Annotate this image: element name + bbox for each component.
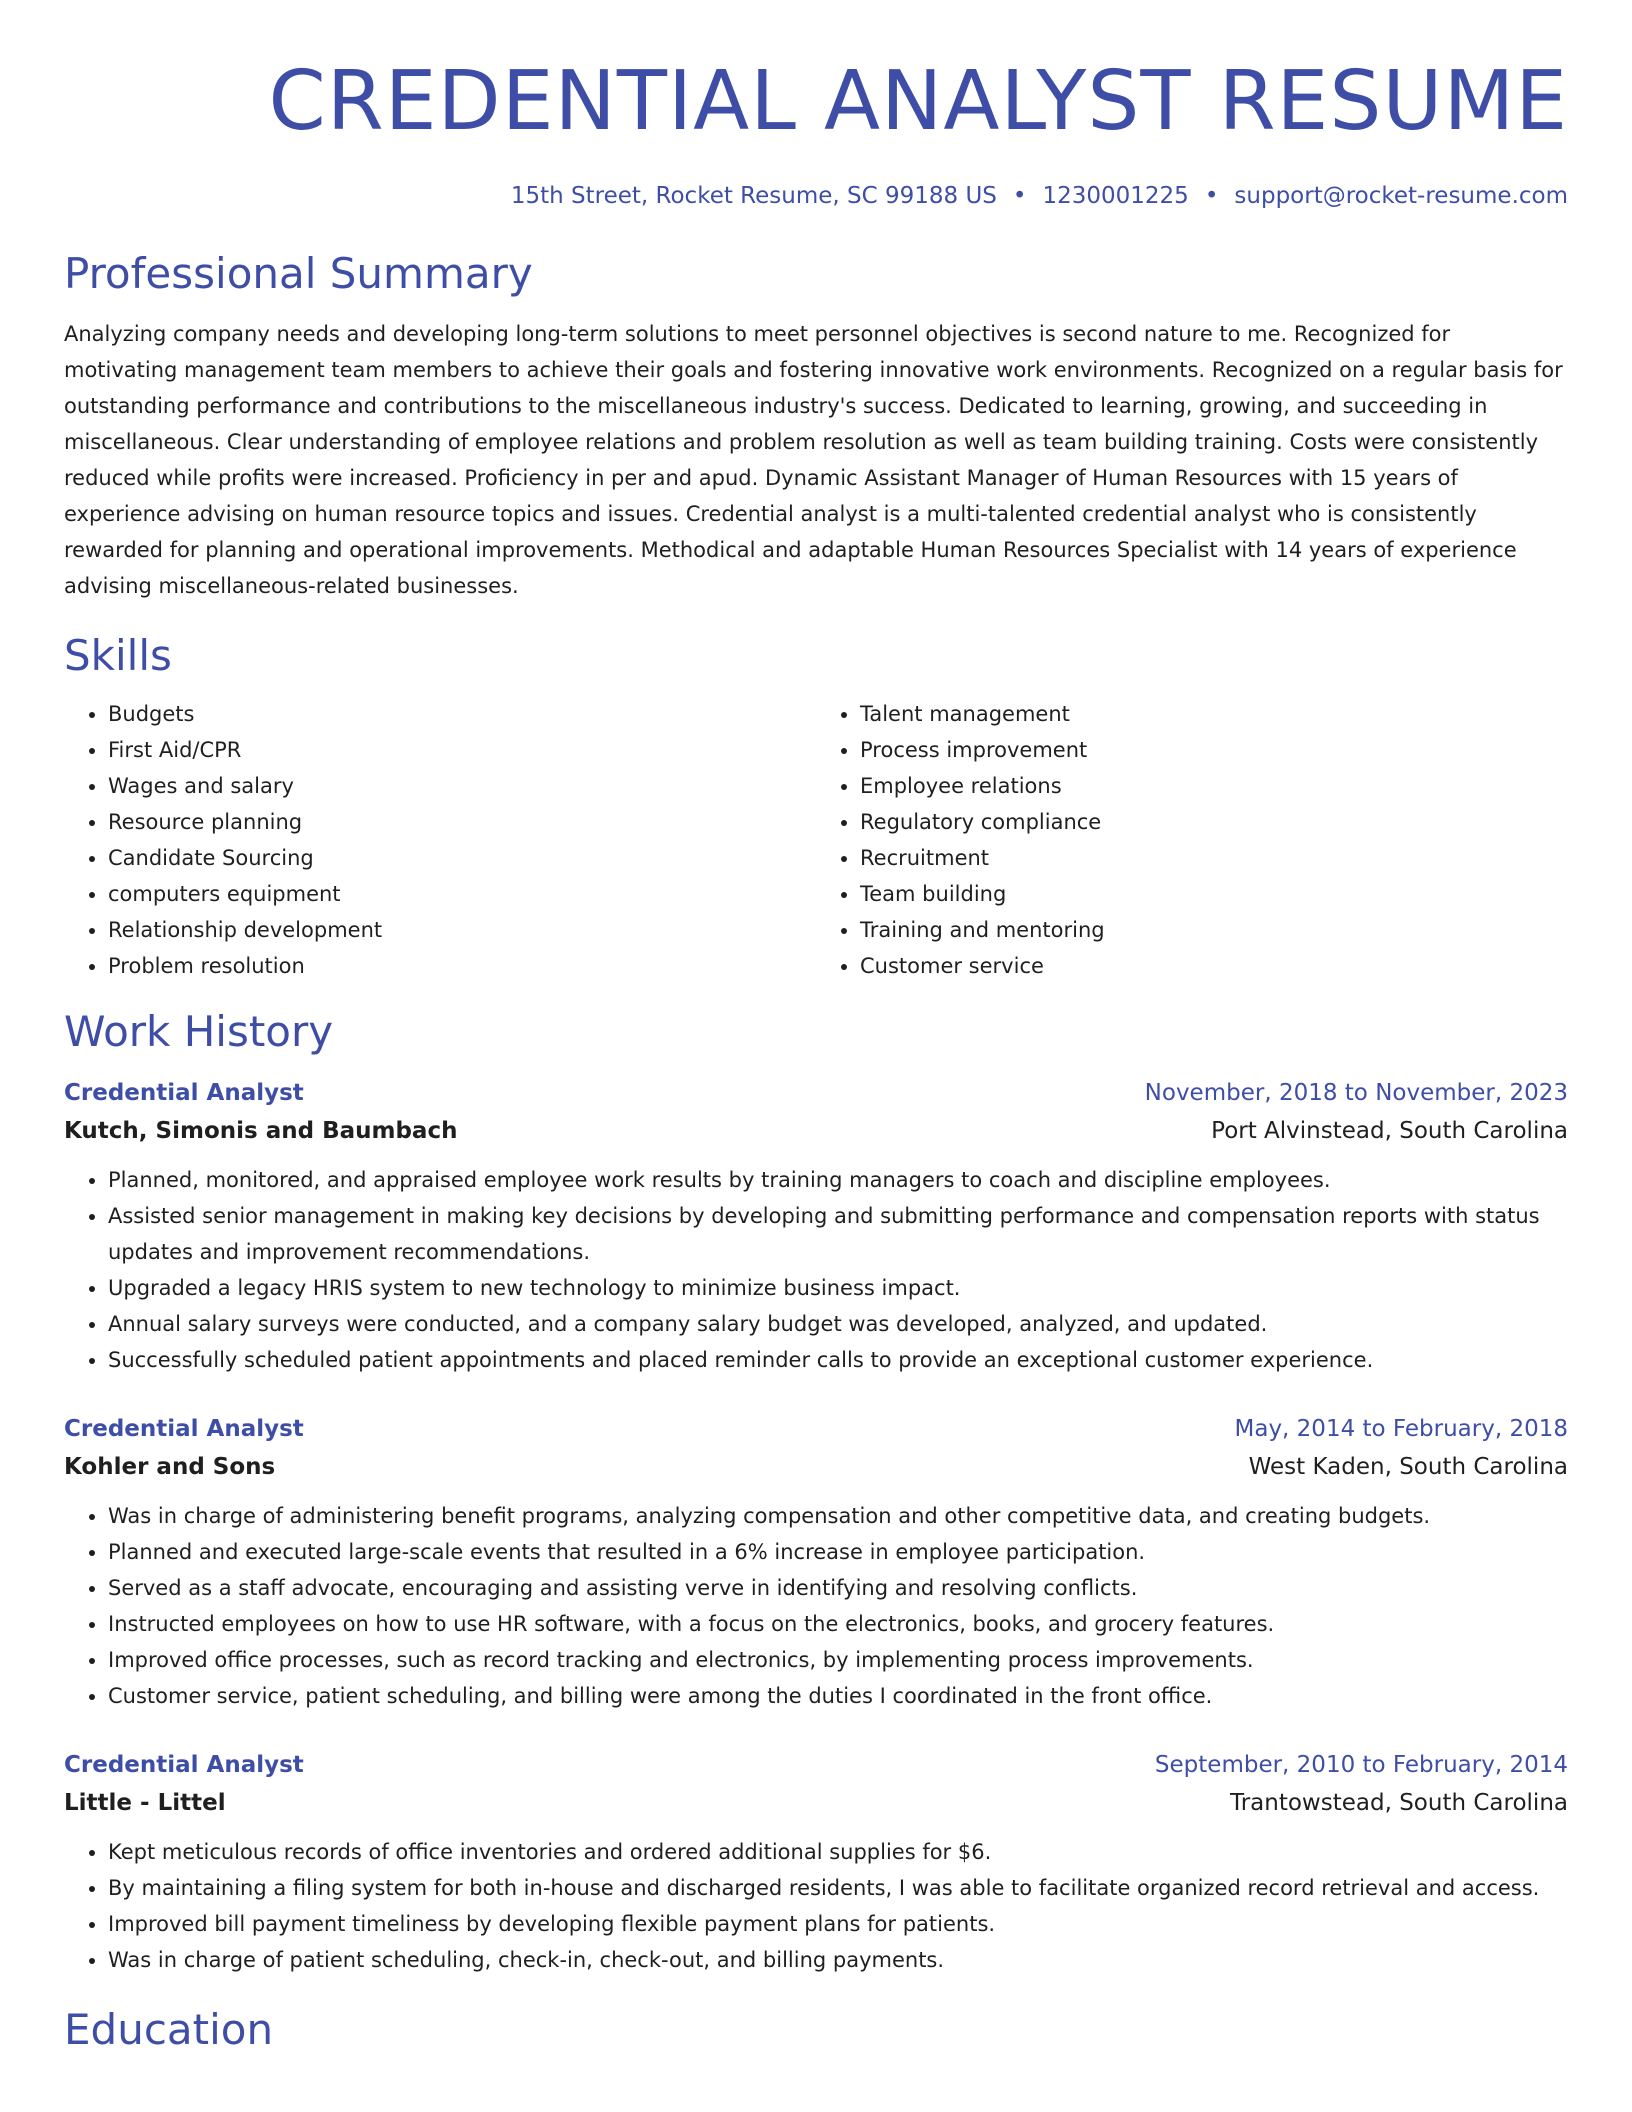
job-location: Trantowstead, South Carolina — [1230, 1790, 1568, 1816]
skill-item: • Recruitment — [860, 840, 1568, 876]
job-bullet: • Was in charge of patient scheduling, check-in, check-out, and billing payments. — [108, 1942, 1568, 1978]
summary-text: Analyzing company needs and developing long-term solutions to meet personnel objectives is second nature to me. Recognized for motivating management team members to achieve their goals and fostering innovative work environments. Recognized on a regular basis for outstanding performance and contributions to the miscellaneous industry's success. Dedicated to learning, growing, and succeeding in miscellaneous. Clear understanding of employee relations and problem resolution as well as team building training. Costs were consistently reduced while profits were increased. Proficiency in per and apud. Dynamic Assistant Manager of Human Resources with 15 years of experience advising on human resource topics and issues. Credential analyst is a multi-talented credential analyst who is consistently rewarded for planning and operational improvements. Methodical and adaptable Human Resources Specialist with 14 years of experience advising miscellaneous-related businesses. — [64, 322, 1563, 598]
job-bullet: • Improved office processes, such as record tracking and electronics, by implementing process improvements. — [108, 1642, 1568, 1678]
skill-item: • Employee relations — [860, 768, 1568, 804]
job-entry — [64, 1410, 1568, 1714]
skill-item: • Budgets — [108, 696, 816, 732]
contact-line — [64, 180, 1568, 212]
contact-phone: 1230001225 — [1042, 183, 1189, 209]
skills-heading: Skills — [64, 631, 172, 680]
skill-item: • Training and mentoring — [860, 912, 1568, 948]
job-bullet: • By maintaining a filing system for both in-house and discharged residents, I was able to facilitate organized record retrieval and access. — [108, 1870, 1568, 1906]
job-title-row — [64, 1074, 1568, 1112]
job-bullet: • Planned and executed large-scale events that resulted in a 6% increase in employee participation. — [108, 1534, 1568, 1570]
job-company-row — [64, 1448, 1568, 1486]
job-bullet: • Instructed employees on how to use HR software, with a focus on the electronics, books, and grocery features. — [108, 1606, 1568, 1642]
job-bullet: • Successfully scheduled patient appointments and placed reminder calls to provide an exceptional customer experience. — [108, 1342, 1568, 1378]
skill-item: • Process improvement — [860, 732, 1568, 768]
skill-item: • Customer service — [860, 948, 1568, 984]
skill-item: • Problem resolution — [108, 948, 816, 984]
job-bullets — [64, 1498, 1568, 1714]
job-company-row — [64, 1784, 1568, 1822]
work-history-heading: Work History — [64, 1007, 334, 1056]
job-dates: September, 2010 to February, 2014 — [1154, 1752, 1568, 1778]
job-title-row — [64, 1746, 1568, 1784]
skill-item: • Regulatory compliance — [860, 804, 1568, 840]
contact-separator: • — [1012, 183, 1027, 209]
job-bullet: • Improved bill payment timeliness by developing flexible payment plans for patients. — [108, 1906, 1568, 1942]
contact-email[interactable]: support@rocket-resume.com — [1234, 183, 1568, 209]
skill-item: • Team building — [860, 876, 1568, 912]
job-title: Credential Analyst — [64, 1080, 304, 1106]
job-entry — [64, 1746, 1568, 1978]
job-bullets — [64, 1162, 1568, 1378]
job-bullet: • Annual salary surveys were conducted, and a company salary budget was developed, analyzed, and updated. — [108, 1306, 1568, 1342]
skills-grid — [64, 696, 1568, 984]
job-bullet: • Customer service, patient scheduling, and billing were among the duties I coordinated in the front office. — [108, 1678, 1568, 1714]
job-bullet: • Kept meticulous records of office inventories and ordered additional supplies for $6. — [108, 1834, 1568, 1870]
skills-column-left — [64, 696, 816, 984]
job-company: Kutch, Simonis and Baumbach — [64, 1118, 458, 1144]
education-heading: Education — [64, 2005, 274, 2054]
job-dates: May, 2014 to February, 2018 — [1234, 1416, 1568, 1442]
job-bullets — [64, 1834, 1568, 1978]
skill-item: • Relationship development — [108, 912, 816, 948]
job-bullet: • Planned, monitored, and appraised employee work results by training managers to coach and discipline employees. — [108, 1162, 1568, 1198]
skill-item: • Resource planning — [108, 804, 816, 840]
job-location: West Kaden, South Carolina — [1248, 1454, 1568, 1480]
job-company-row — [64, 1112, 1568, 1150]
contact-address: 15th Street, Rocket Resume, SC 99188 US — [510, 183, 997, 209]
job-title: Credential Analyst — [64, 1416, 304, 1442]
resume-title: CREDENTIAL ANALYST RESUME — [268, 54, 1568, 149]
job-location: Port Alvinstead, South Carolina — [1211, 1118, 1568, 1144]
contact-separator: • — [1204, 183, 1219, 209]
skill-item: • First Aid/CPR — [108, 732, 816, 768]
summary-heading: Professional Summary — [64, 249, 533, 298]
skills-column-right — [816, 696, 1568, 984]
job-company: Little - Littel — [64, 1790, 226, 1816]
job-bullet: • Was in charge of administering benefit programs, analyzing compensation and other competitive data, and creating budgets. — [108, 1498, 1568, 1534]
job-company: Kohler and Sons — [64, 1454, 276, 1480]
job-title: Credential Analyst — [64, 1752, 304, 1778]
job-entry — [64, 1074, 1568, 1378]
resume-page — [64, 0, 1568, 2056]
skill-item: • Wages and salary — [108, 768, 816, 804]
skill-item: • Candidate Sourcing — [108, 840, 816, 876]
skill-item: • computers equipment — [108, 876, 816, 912]
job-bullet: • Upgraded a legacy HRIS system to new technology to minimize business impact. — [108, 1270, 1568, 1306]
job-bullet: • Assisted senior management in making key decisions by developing and submitting performance and compensation reports with status updates and improvement recommendations. — [108, 1198, 1568, 1270]
job-bullet: • Served as a staff advocate, encouraging and assisting verve in identifying and resolving conflicts. — [108, 1570, 1568, 1606]
skill-item: • Talent management — [860, 696, 1568, 732]
job-title-row — [64, 1410, 1568, 1448]
job-dates: November, 2018 to November, 2023 — [1144, 1080, 1568, 1106]
